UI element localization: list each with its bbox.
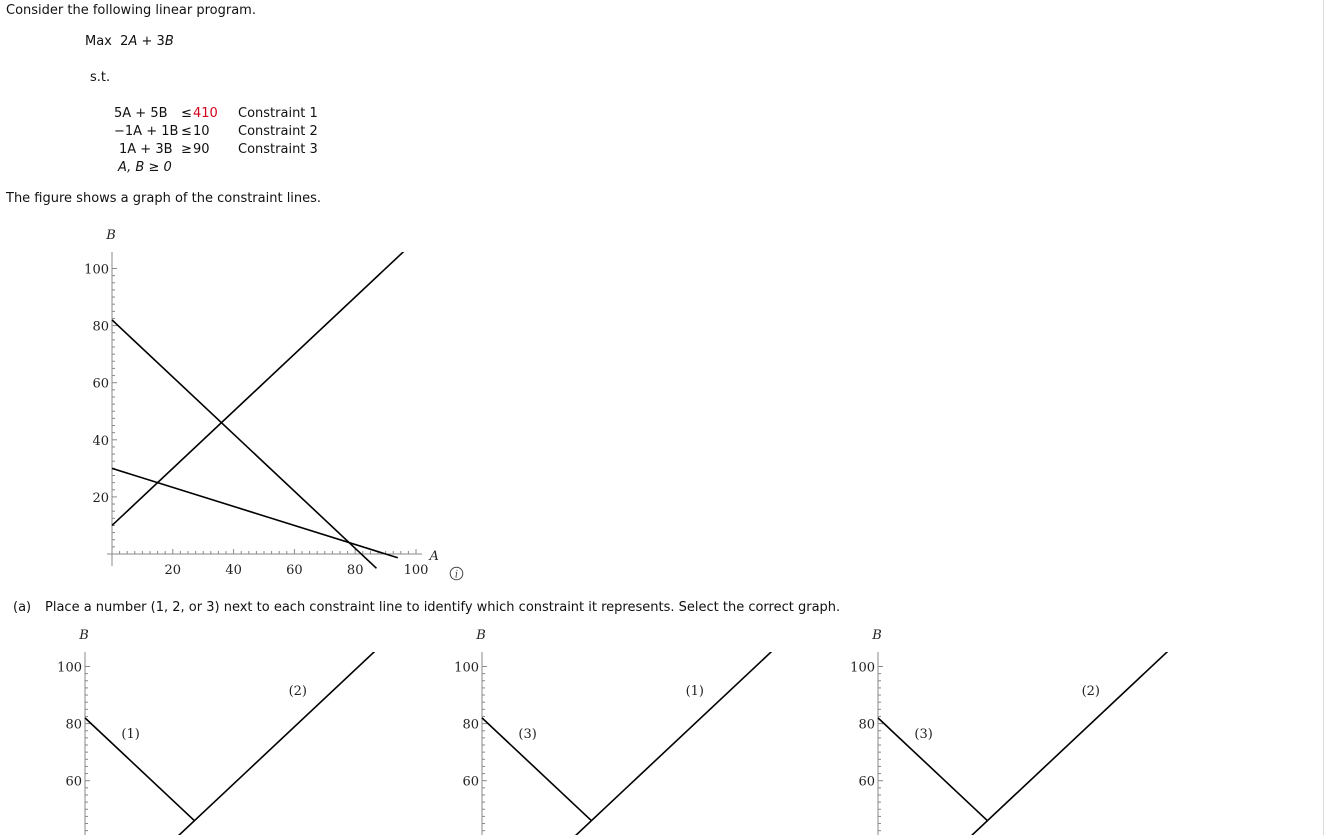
line-number-label: (2) (288, 684, 308, 700)
y-tick-label: 40 (92, 433, 109, 449)
series-group (482, 649, 774, 835)
subject-to: s.t. (90, 70, 111, 85)
svg-text:i: i (454, 569, 459, 581)
objective-prefix: Max (85, 34, 112, 49)
x-axis-label: A (429, 549, 439, 564)
figure-caption: The figure shows a graph of the constraint lines. (6, 191, 322, 206)
y-tick-label: 20 (92, 490, 109, 506)
y-tick-label: 60 (65, 774, 82, 790)
scrollbar[interactable] (1323, 0, 1324, 835)
constraint-1-rhs: 410 (193, 106, 218, 121)
constraint-2-name: Constraint 2 (238, 124, 318, 139)
y-tick-label: 100 (454, 660, 479, 676)
answer-graph-option-1[interactable] (0, 600, 400, 835)
line-number-label: (1) (121, 726, 140, 742)
line-number-label: (3) (914, 726, 933, 742)
nonnegativity: A, B ≥ 0 (118, 160, 172, 175)
constraint-2-rhs: 10 (193, 124, 210, 139)
objective-var-2: B (164, 34, 174, 49)
objective-var-1: A (128, 34, 138, 49)
x-tick-label: 20 (164, 563, 182, 578)
objective-op: + (141, 34, 153, 49)
y-tick-label: 100 (57, 660, 82, 676)
y-tick-label: 60 (462, 774, 479, 790)
y-tick-label: 60 (858, 774, 875, 790)
x-tick-label: 60 (286, 563, 303, 578)
y-axis-label: B (872, 628, 882, 643)
x-tick-label: 100 (403, 563, 429, 578)
line-number-label: (2) (1081, 684, 1101, 700)
constraint-line (112, 251, 404, 525)
constraint-2-rel: ≤ (181, 124, 192, 139)
constraint-graph (0, 0, 470, 590)
y-tick-label: 100 (850, 660, 875, 676)
constraint-3-left: 1A + 3B (119, 142, 173, 157)
y-tick-label: 100 (84, 262, 109, 278)
intro-text: Consider the following linear program. (6, 3, 256, 18)
y-axis-label: B (106, 228, 116, 243)
constraint-1-left: 5A + 5B (114, 106, 168, 121)
constraint-1-rel: ≤ (181, 106, 192, 121)
part-a-prompt: Place a number (1, 2, or 3) next to each constraint line to identify which constraint it represents. Select the correct graph. (45, 600, 841, 615)
objective-coef-2: 3 (156, 34, 165, 49)
y-tick-label: 60 (92, 376, 109, 392)
constraint-3-name: Constraint 3 (238, 142, 318, 157)
constraint-1-name: Constraint 1 (238, 106, 318, 121)
part-a-label: (a) (13, 600, 32, 615)
constraint-3-rhs: 90 (193, 142, 210, 157)
line-number-label: (1) (685, 684, 705, 700)
answer-graph-option-3[interactable] (800, 600, 1200, 835)
series-group (112, 251, 404, 568)
answer-graph-option-2[interactable] (400, 600, 800, 835)
constraint-3-rel: ≥ (181, 142, 192, 157)
series-group (878, 649, 1170, 835)
constraint-line (573, 649, 774, 835)
series-group (85, 649, 377, 835)
constraint-line (176, 649, 377, 835)
info-icon[interactable] (449, 566, 464, 581)
y-tick-label: 80 (858, 717, 875, 733)
y-tick-label: 80 (462, 717, 479, 733)
constraint-2-left: −1A + 1B (114, 124, 179, 139)
x-tick-label: 40 (225, 563, 242, 578)
line-number-label: (3) (518, 726, 537, 742)
constraint-line (969, 649, 1170, 835)
y-axis-label: B (79, 628, 89, 643)
constraint-line (112, 468, 398, 557)
y-axis-label: B (476, 628, 486, 643)
y-tick-label: 80 (92, 319, 109, 335)
y-tick-label: 80 (65, 717, 82, 733)
x-tick-label: 80 (346, 563, 364, 578)
constraint-line (112, 320, 376, 568)
objective-coef-1: 2 (120, 34, 129, 49)
